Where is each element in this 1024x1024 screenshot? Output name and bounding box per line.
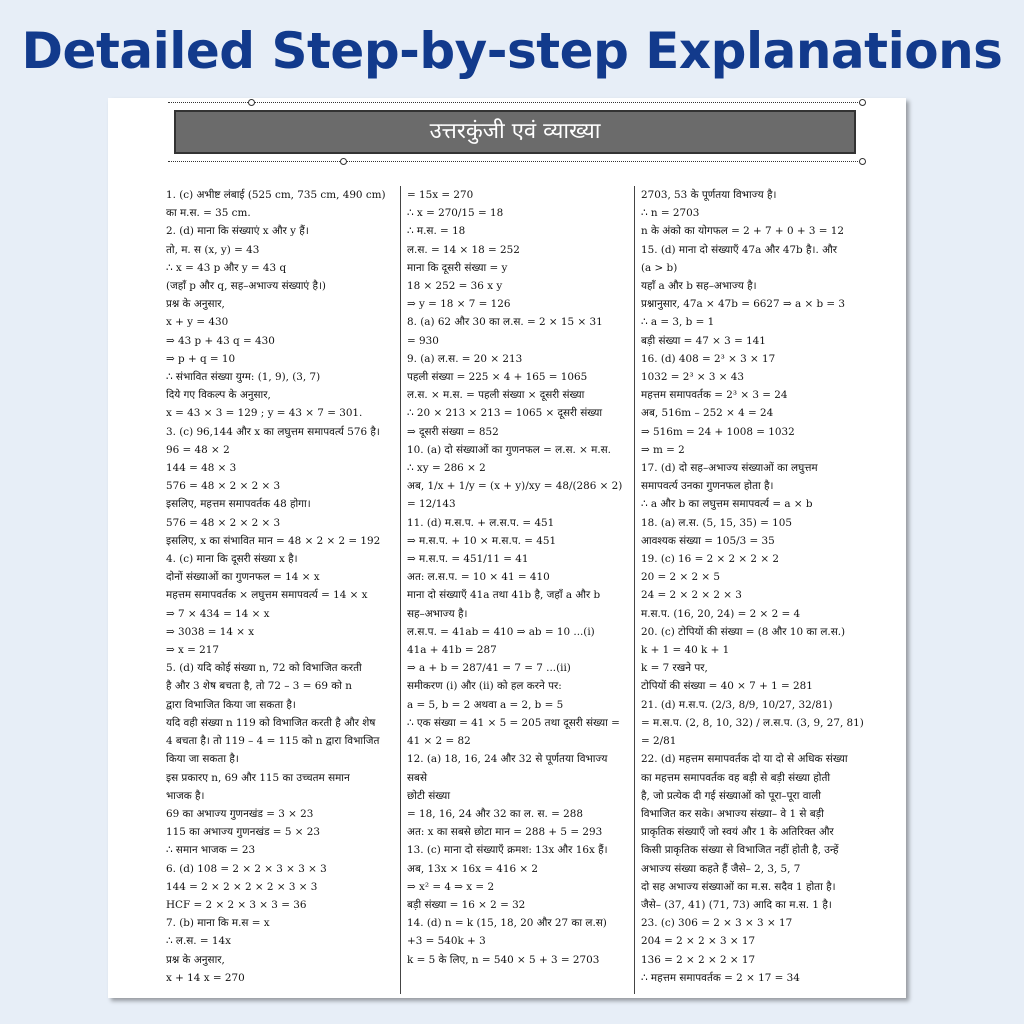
answer-line: 5. (d) यदि कोई संख्या n, 72 को विभाजित करती (166, 662, 362, 675)
answer-line: सह–अभाज्य है। (407, 607, 468, 620)
answer-key-page (108, 98, 906, 998)
answer-line: ल.स. × म.स. = पहली संख्या × दूसरी संख्या (407, 389, 585, 402)
answer-line: ⇒ y = 18 × 7 = 126 (407, 298, 511, 311)
answer-line: यहाँ a और b सह–अभाज्य है। (641, 280, 757, 293)
answer-line: x = 43 × 3 = 129 ; y = 43 × 7 = 301. (166, 407, 363, 420)
answer-line: 14. (d) n = k (15, 18, 20 और 27 का ल.स) (407, 917, 607, 930)
answer-line: HCF = 2 × 2 × 3 × 3 = 36 (166, 898, 307, 911)
answer-line: इसलिए, x का संभावित मान = 48 × 2 × 2 = 192 (166, 534, 381, 547)
answer-line: का म.स. = 35 cm. (166, 207, 251, 220)
answer-line: द्वारा विभाजित किया जा सकता है। (166, 698, 296, 711)
answer-line: बड़ी संख्या = 16 × 2 = 32 (407, 898, 526, 911)
answer-line: ⇒ a + b = 287/41 = 7 = 7 ...(ii) (407, 662, 571, 675)
answer-line: समीकरण (i) और (ii) को हल करने पर: (407, 680, 562, 693)
answer-line: समापवर्त्य उनका गुणनफल होता है। (641, 480, 774, 493)
answer-line: x + 14 x = 270 (166, 971, 245, 984)
answer-line: ∴ a और b का लघुत्तम समापवर्त्य = a × b (641, 498, 813, 511)
answer-line: विभाजित कर सके। अभाज्य संख्या– वे 1 से बड़ी (641, 807, 824, 820)
answer-line: ∴ x = 270/15 = 18 (407, 207, 504, 220)
answer-line: 115 का अभाज्य गुणनखंड = 5 × 23 (166, 826, 320, 839)
frame-dot (340, 158, 347, 165)
frame-dot (248, 99, 255, 106)
answer-line: = 930 (407, 334, 439, 347)
answer-line: ∴ xy = 286 × 2 (407, 462, 486, 475)
answer-column-3 (634, 186, 867, 994)
answer-line: +3 = 540k + 3 (407, 935, 486, 948)
answer-line: इस प्रकारए n, 69 और 115 का उच्चतम समान (166, 771, 350, 784)
answer-line: 576 = 48 × 2 × 2 × 3 (166, 480, 281, 493)
answer-line: 7. (b) माना कि म.स = x (166, 917, 270, 930)
answer-line: ⇒ x = 217 (166, 644, 220, 657)
answer-line: का महत्तम समापवर्तक वह बड़ी से बड़ी संख्या होती (641, 771, 831, 784)
answer-line: 576 = 48 × 2 × 2 × 3 (166, 516, 281, 529)
answer-line: 13. (c) माना दो संख्याएँ क्रमश: 13x और 16x हैं। (407, 844, 608, 857)
answer-line: n के अंको का योगफल = 2 + 7 + 0 + 3 = 12 (641, 225, 845, 238)
answer-line: माना दो संख्याएँ 41a तथा 41b है, जहाँ a और b (407, 589, 601, 602)
answer-line: 20 = 2 × 2 × 5 (641, 571, 720, 584)
answer-line: 96 = 48 × 2 (166, 443, 230, 456)
answer-line: 2. (d) माना कि संख्याएं x और y हैं। (166, 225, 309, 238)
answer-line: ⇒ x² = 4 ⇒ x = 2 (407, 880, 495, 893)
answer-line: ∴ x = 43 p और y = 43 q (166, 261, 287, 274)
answer-line: k = 7 रखने पर, (641, 662, 708, 675)
answer-line: 204 = 2 × 2 × 3 × 17 (641, 935, 756, 948)
answer-line: किया जा सकता है। (166, 753, 239, 766)
answer-line: 18. (a) ल.स. (5, 15, 35) = 105 (641, 516, 792, 529)
answer-line: है, जो प्रत्येक दी गई संख्याओं को पूरा–पूरा वाली (641, 789, 821, 802)
answer-line: ⇒ 3038 = 14 × x (166, 625, 255, 638)
answer-line: k = 5 के लिए, n = 540 × 5 + 3 = 2703 (407, 953, 600, 966)
answer-line: 21. (d) म.स.प. (2/3, 8/9, 10/27, 32/81) (641, 698, 833, 711)
answer-line: 20. (c) टोपियों की संख्या = (8 और 10 का ल.स.) (641, 625, 846, 638)
headline: Detailed Step-by-step Explanations (21, 22, 1003, 80)
answer-line: x + y = 430 (166, 316, 229, 329)
answer-line: महत्तम समापवर्तक = 2³ × 3 = 24 (641, 389, 788, 402)
answer-line: किसी प्राकृतिक संख्या से विभाजित नहीं होती है, उन्हें (641, 844, 839, 857)
answer-line: ⇒ 43 p + 43 q = 430 (166, 334, 275, 347)
frame-dot (859, 99, 866, 106)
answer-line: ∴ संभावित संख्या युग्म: (1, 9), (3, 7) (166, 371, 321, 384)
answer-line: महत्तम समापवर्तक × लघुत्तम समापवर्त्य = 14 × x (166, 589, 368, 602)
answer-line: प्रश्न के अनुसार, (166, 298, 225, 311)
answer-line: यदि वही संख्या n 119 को विभाजित करती है और शेष (166, 716, 376, 729)
answer-line: 23. (c) 306 = 2 × 3 × 3 × 17 (641, 917, 793, 930)
answer-line: 41a + 41b = 287 (407, 644, 497, 657)
answer-line: ∴ 20 × 213 × 213 = 1065 × दूसरी संख्या (407, 407, 603, 420)
answer-line: 22. (d) महत्तम समापवर्तक दो या दो से अधिक संख्या (641, 753, 848, 766)
answer-line: a = 5, b = 2 अथवा a = 2, b = 5 (407, 698, 564, 711)
answer-line: 12. (a) 18, 16, 24 और 32 से पूर्णतया विभाज्य सबसे (407, 753, 608, 784)
answer-line: 3. (c) 96,144 और x का लघुत्तम समापवर्त्य 576 है। (166, 425, 380, 438)
answer-line: माना कि दूसरी संख्या = y (407, 261, 508, 274)
answer-line: ल.स.प. = 41ab = 410 ⇒ ab = 10 ...(i) (407, 625, 595, 638)
answer-line: अभाज्य संख्या कहते हैं जैसे– 2, 3, 5, 7 (641, 862, 801, 875)
answer-line: म.स.प. (16, 20, 24) = 2 × 2 = 4 (641, 607, 801, 620)
answer-line: जैसे– (37, 41) (71, 73) आदि का म.स. 1 है। (641, 898, 832, 911)
answer-line: ⇒ p + q = 10 (166, 352, 236, 365)
answer-line: ⇒ 7 × 434 = 14 × x (166, 607, 270, 620)
answer-line: 19. (c) 16 = 2 × 2 × 2 × 2 (641, 553, 779, 566)
answer-line: बड़ी संख्या = 47 × 3 = 141 (641, 334, 766, 347)
answer-line: प्राकृतिक संख्याएँ जो स्वयं और 1 के अतिरिक्त और (641, 826, 834, 839)
answer-line: 18 × 252 = 36 x y (407, 280, 503, 293)
answer-line: प्रश्न के अनुसार, (166, 953, 225, 966)
page-title: उत्तरकुंजी एवं व्याख्या (174, 110, 856, 154)
answer-line: (जहाँ p और q, सह–अभाज्य संख्याएं है।) (166, 280, 326, 293)
answer-line: प्रश्नानुसार, 47a × 47b = 6627 ⇒ a × b = 3 (641, 298, 846, 311)
answer-line: 24 = 2 × 2 × 2 × 3 (641, 589, 742, 602)
answer-line: 4 बचता है। तो 119 – 4 = 115 को n द्वारा विभाजित (166, 735, 380, 748)
answer-line: अब, 1/x + 1/y = (x + y)/xy = 48/(286 × 2) = 12/143 (407, 480, 623, 511)
answer-line: 136 = 2 × 2 × 2 × 17 (641, 953, 756, 966)
answer-line: 6. (d) 108 = 2 × 2 × 3 × 3 × 3 (166, 862, 327, 875)
answer-line: 144 = 2 × 2 × 2 × 2 × 3 × 3 (166, 880, 318, 893)
answer-line: 1032 = 2³ × 3 × 43 (641, 371, 744, 384)
answer-line: 15. (d) माना दो संख्याएँ 47a और 47b है।. और (641, 243, 837, 256)
answer-line: छोटी संख्या (407, 789, 451, 802)
answer-line: ∴ महत्तम समापवर्तक = 2 × 17 = 34 (641, 971, 800, 984)
answer-line: ∴ म.स. = 18 (407, 225, 466, 238)
answer-line: अब, 516m – 252 × 4 = 24 (641, 407, 774, 420)
answer-line: है और 3 शेष बचता है, तो 72 – 3 = 69 को n (166, 680, 352, 693)
answer-line: ∴ एक संख्या = 41 × 5 = 205 तथा दूसरी संख्या = (407, 716, 620, 729)
answer-line: दोनों संख्याओं का गुणनफल = 14 × x (166, 571, 320, 584)
answer-line: 11. (d) म.स.प. + ल.स.प. = 451 (407, 516, 555, 529)
answer-line: दो सह अभाज्य संख्याओं का म.स. सदैव 1 होता है। (641, 880, 836, 893)
answer-line: = 18, 16, 24 और 32 का ल. स. = 288 (407, 807, 583, 820)
answer-line: 41 × 2 = 82 (407, 735, 471, 748)
answer-line: ∴ ल.स. = 14x (166, 935, 231, 948)
answer-line: (a > b) (641, 261, 678, 274)
answer-column-1 (166, 186, 392, 994)
answer-line: 10. (a) दो संख्याओं का गुणनफल = ल.स. × म.स. (407, 443, 611, 456)
answer-line: अब, 13x × 16x = 416 × 2 (407, 862, 539, 875)
answer-line: 17. (d) दो सह–अभाज्य संख्याओं का लघुत्तम (641, 462, 818, 475)
answer-line: ⇒ 516m = 24 + 1008 = 1032 (641, 425, 795, 438)
answer-line: ⇒ म.स.प. = 451/11 = 41 (407, 553, 529, 566)
answer-line: k + 1 = 40 k + 1 (641, 644, 730, 657)
answer-line: दिये गए विकल्प के अनुसार, (166, 389, 271, 402)
answer-line: 2703, 53 के पूर्णतया विभाज्य है। (641, 189, 777, 201)
answer-line: टोपियों की संख्या = 40 × 7 + 1 = 281 (641, 680, 813, 693)
answer-line: भाजक है। (166, 789, 205, 802)
answer-line: 144 = 48 × 3 (166, 462, 237, 475)
answer-line: आवश्यक संख्या = 105/3 = 35 (641, 534, 775, 547)
answer-line: इसलिए, महत्तम समापवर्तक 48 होगा। (166, 498, 311, 511)
answer-line: ल.स. = 14 × 18 = 252 (407, 243, 520, 256)
answer-line: पहली संख्या = 225 × 4 + 165 = 1065 (407, 371, 588, 384)
answer-line: 1. (c) अभीष्ट लंबाई (525 cm, 735 cm, 490 cm) (166, 189, 386, 201)
answer-line: अत: ल.स.प. = 10 × 41 = 410 (407, 571, 550, 584)
answer-line: ∴ n = 2703 (641, 207, 700, 220)
answer-line: अत: x का सबसे छोटा मान = 288 + 5 = 293 (407, 826, 603, 839)
answer-line: ∴ समान भाजक = 23 (166, 844, 256, 857)
answer-columns (166, 186, 866, 994)
answer-line: 4. (c) माना कि दूसरी संख्या x है। (166, 553, 298, 566)
answer-line: 16. (d) 408 = 2³ × 3 × 17 (641, 352, 776, 365)
answer-line: 9. (a) ल.स. = 20 × 213 (407, 352, 523, 365)
answer-line: ∴ a = 3, b = 1 (641, 316, 715, 329)
answer-line: = म.स.प. (2, 8, 10, 32) / ल.स.प. (3, 9, 27, 81) = 2/81 (641, 716, 864, 748)
answer-line: ⇒ म.स.प. + 10 × म.स.प. = 451 (407, 534, 557, 547)
answer-line: तो, म. स (x, y) = 43 (166, 243, 260, 256)
answer-line: ⇒ m = 2 (641, 443, 685, 456)
answer-column-2 (400, 186, 629, 994)
answer-line: = 15x = 270 (407, 189, 474, 201)
frame-dot (859, 158, 866, 165)
answer-line: 69 का अभाज्य गुणनखंड = 3 × 23 (166, 807, 314, 820)
answer-line: ⇒ दूसरी संख्या = 852 (407, 425, 499, 438)
answer-line: 8. (a) 62 और 30 का ल.स. = 2 × 15 × 31 (407, 316, 603, 329)
